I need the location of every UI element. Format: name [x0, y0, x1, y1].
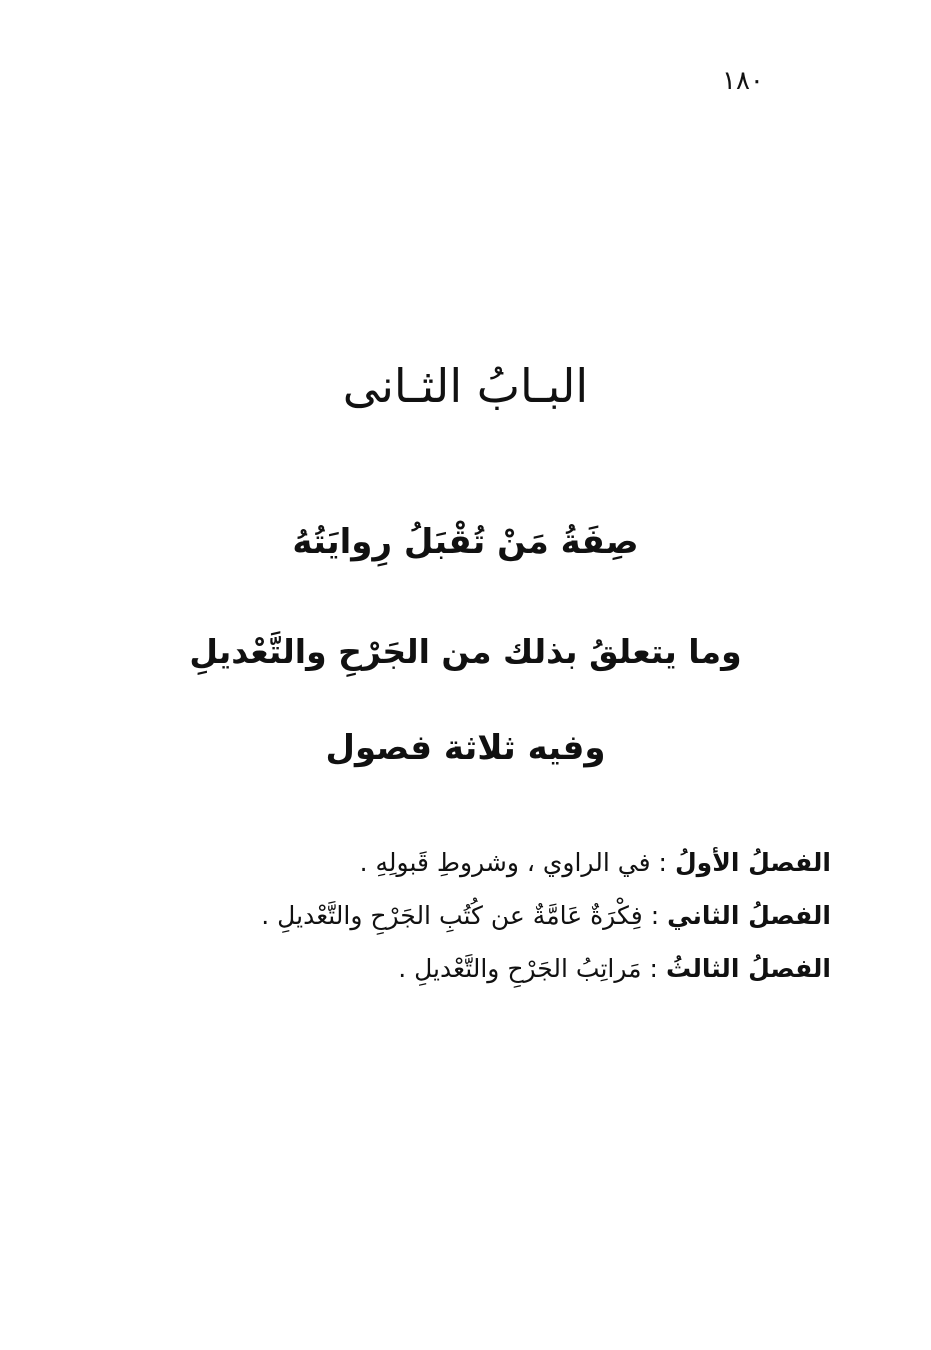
chapter-label: الفصلُ الأولُ [674, 848, 831, 877]
chapter-item-2 [131, 889, 831, 942]
chapter-item-1 [131, 836, 831, 889]
title-line-2: وما يتعلقُ بذلك من الجَرْحِ والتَّعْديلِ [189, 632, 742, 671]
chapter-separator: : [658, 848, 667, 877]
chapter-item-3 [131, 942, 831, 995]
chapter-separator: : [649, 954, 658, 983]
chapter-text: فِكْرَةٌ عَامَّةٌ عن كُتُبِ الجَرْحِ والتَّعْديلِ . [261, 901, 643, 930]
part-heading: البـابُ الثـانى [342, 358, 589, 413]
chapter-list [131, 836, 831, 995]
chapter-label: الفصلُ الثاني [667, 901, 831, 930]
title-line-3: وفيه ثلاثة فصول [325, 728, 606, 768]
chapter-separator: : [650, 901, 660, 930]
title-line-1: صِفَةُ مَنْ تُقْبَلُ رِوايَتُهُ [292, 522, 639, 562]
chapter-label: الفصلُ الثالثُ [665, 954, 831, 983]
chapter-text: مَراتِبُ الجَرْحِ والتَّعْديلِ . [398, 954, 642, 983]
chapter-text: في الراوي ، وشروطِ قَبولِهِ . [359, 848, 651, 877]
page-number: ١٨٠ [722, 66, 764, 96]
